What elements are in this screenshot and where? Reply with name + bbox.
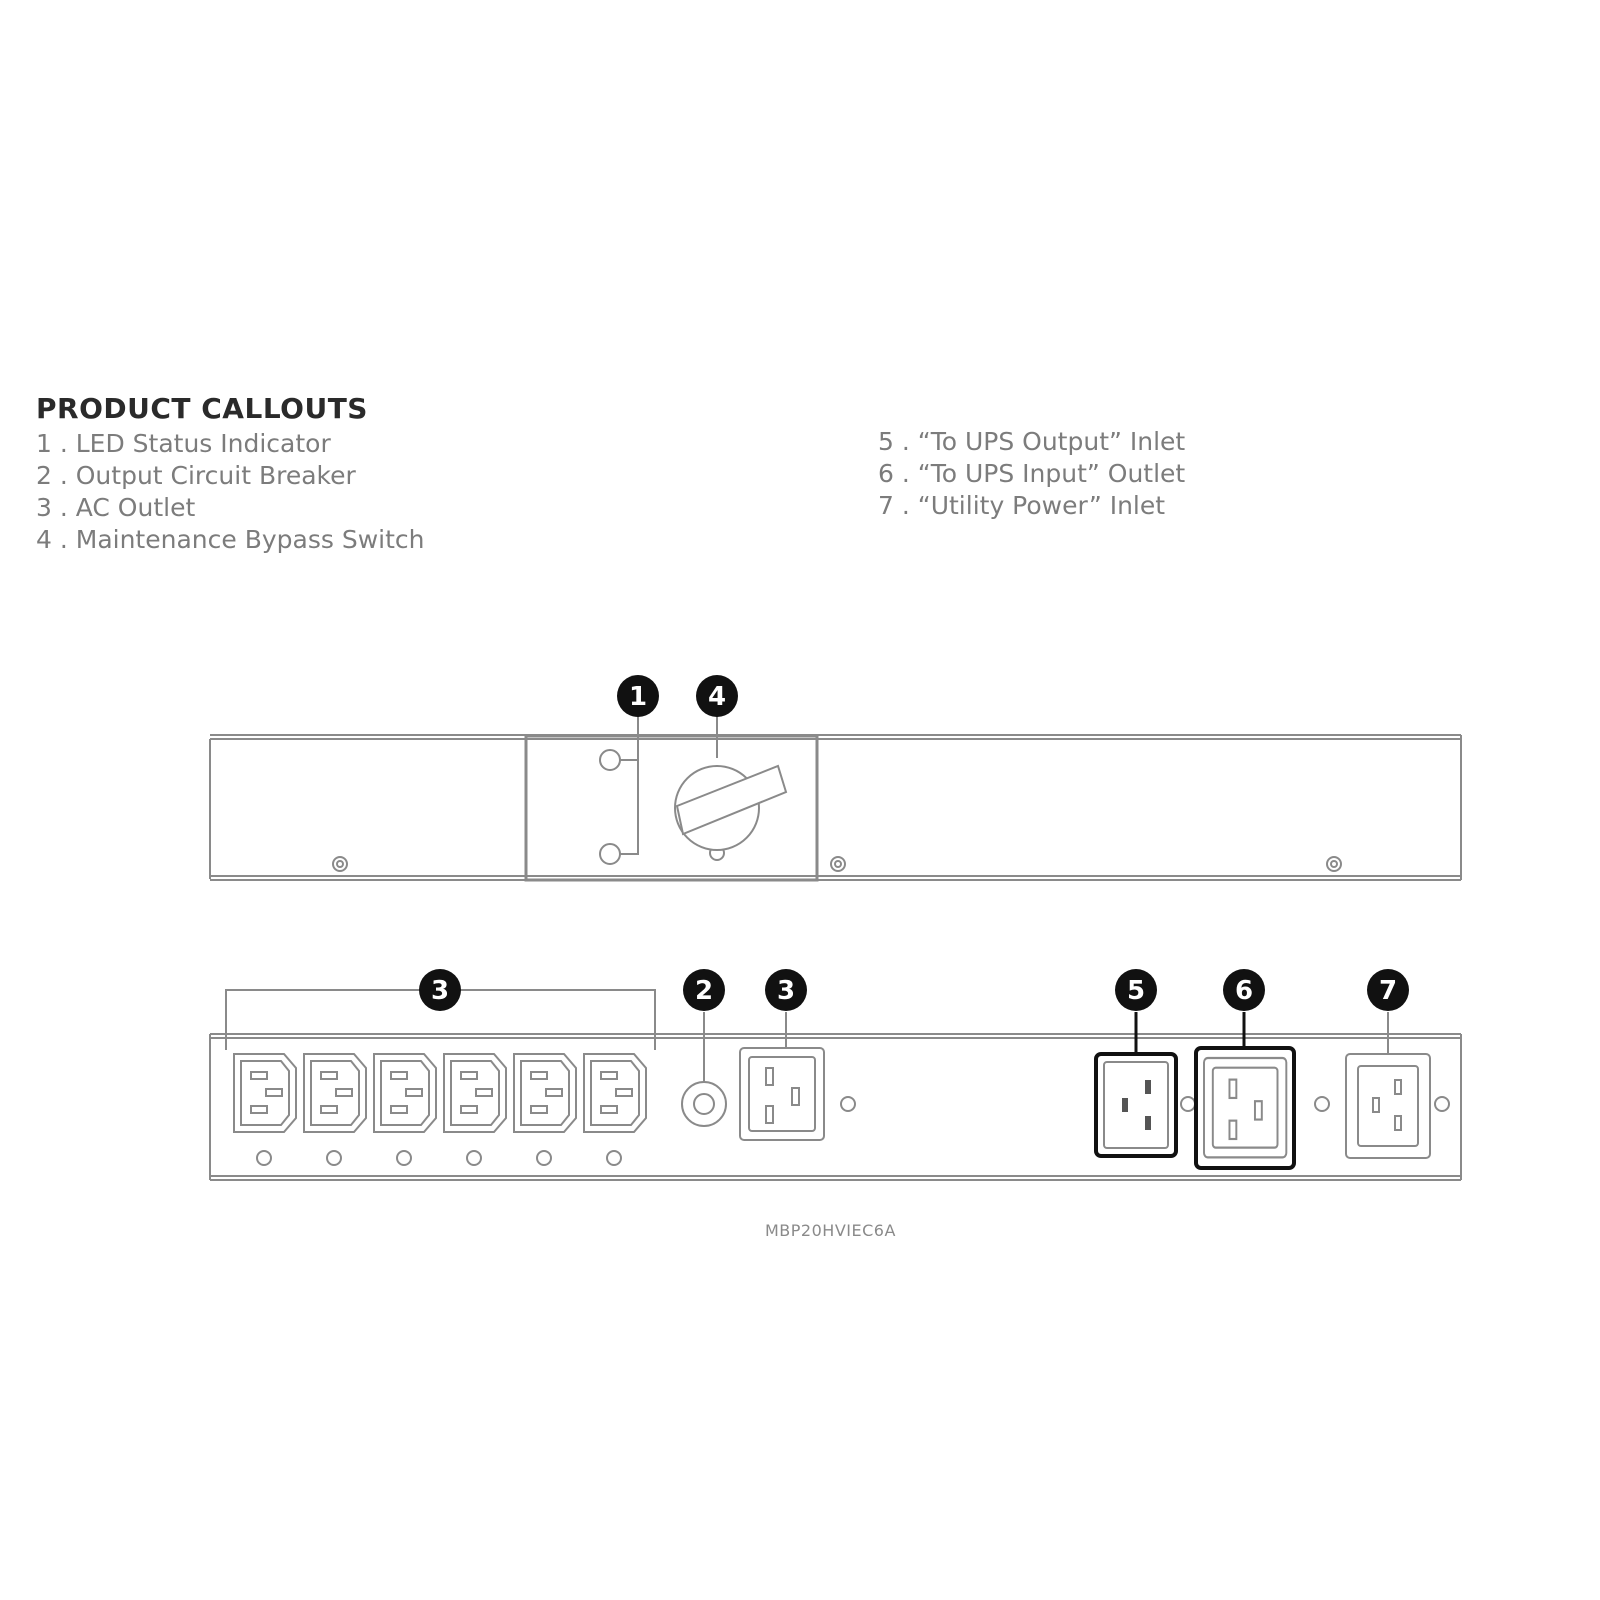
callout-ups-output-inlet: 5 . “To UPS Output” Inlet <box>878 427 1186 456</box>
ac-outlet-single <box>740 1012 855 1140</box>
badge-utility-label: 7 <box>1378 976 1398 1006</box>
callout-output-breaker: 2 . Output Circuit Breaker <box>36 461 356 490</box>
led-indicator-bottom <box>600 844 620 864</box>
callout-led-status: 1 . LED Status Indicator <box>36 429 331 458</box>
ac-outlet-4 <box>444 1054 506 1132</box>
ac-outlet-6 <box>584 1054 646 1132</box>
badge-utility <box>1367 969 1409 1011</box>
badge-led-label: 1 <box>628 682 648 712</box>
front-panel <box>210 735 1461 880</box>
callout-bypass-switch: 4 . Maintenance Bypass Switch <box>36 525 425 554</box>
ac-outlet-5 <box>514 1054 576 1132</box>
callouts-heading: PRODUCT CALLOUTS <box>36 392 368 425</box>
ac-outlet-2 <box>304 1054 366 1132</box>
badge-outlet-single <box>765 969 807 1011</box>
model-number: MBP20HVIEC6A <box>765 1221 896 1240</box>
callout-utility-inlet: 7 . “Utility Power” Inlet <box>878 491 1166 520</box>
callout-ups-input-outlet: 6 . “To UPS Input” Outlet <box>878 459 1186 488</box>
badge-outlet-group-label: 3 <box>430 976 450 1006</box>
badge-ups-output <box>1115 969 1157 1011</box>
badge-led <box>617 675 659 717</box>
circuit-breaker <box>682 1012 726 1126</box>
badge-bypass <box>696 675 738 717</box>
badge-breaker-label: 2 <box>694 976 714 1006</box>
badge-outlet-group <box>419 969 461 1011</box>
badge-ups-input <box>1223 969 1265 1011</box>
outlet-screws <box>257 1151 621 1165</box>
led-leader <box>620 760 638 854</box>
badge-ups-output-label: 5 <box>1126 976 1146 1006</box>
badge-breaker <box>683 969 725 1011</box>
ac-outlet-group <box>234 1054 646 1132</box>
ups-input-outlet <box>1196 1012 1329 1168</box>
ac-outlet-1 <box>234 1054 296 1132</box>
badge-bypass-label: 4 <box>707 682 727 712</box>
ac-outlet-3 <box>374 1054 436 1132</box>
badge-ups-input-label: 6 <box>1234 976 1254 1006</box>
callout-ac-outlet: 3 . AC Outlet <box>36 493 196 522</box>
control-module <box>526 736 817 880</box>
led-indicator-top <box>600 750 620 770</box>
badge-outlet-single-label: 3 <box>776 976 796 1006</box>
